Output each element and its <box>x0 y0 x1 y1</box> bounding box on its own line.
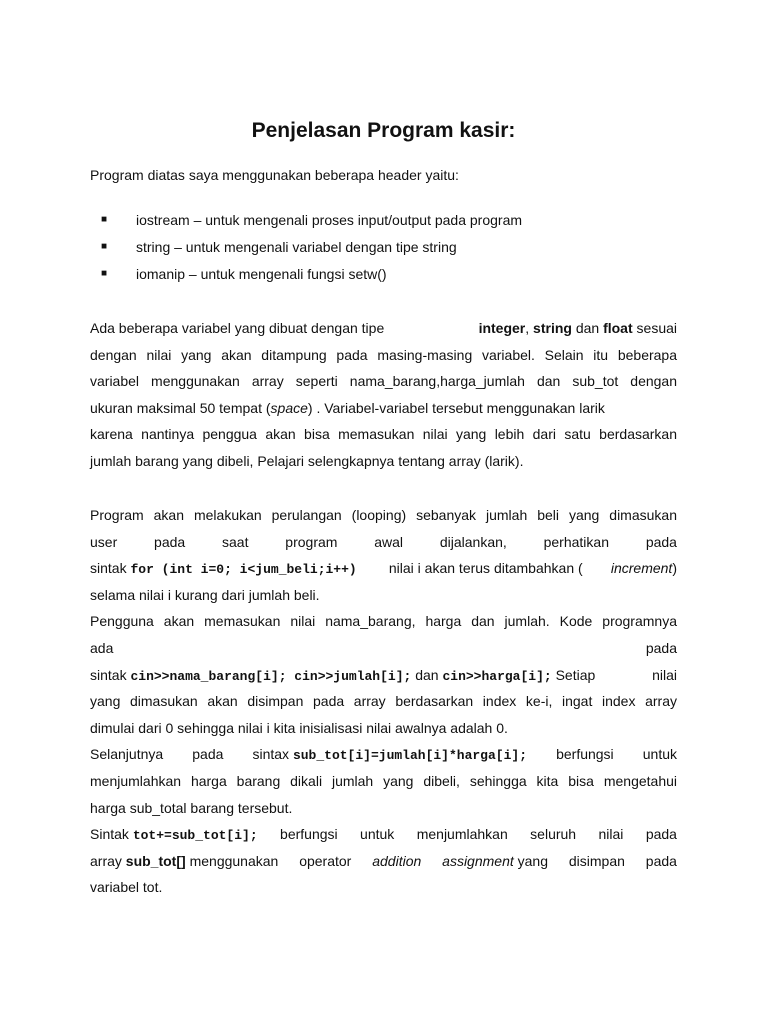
text-line: sintak cin>>nama_barang[i]; cin>>jumlah[i]; dan cin>>harga[i]; Setiap nilai <box>90 666 677 684</box>
text-line: dengan nilai yang akan ditampung pada masing-masing variabel. Selain itu beberapa <box>90 346 677 363</box>
text-line: ukuran maksimal 50 tempat (space) . Variabel-variabel tersebut menggunakan larik <box>90 399 605 416</box>
bullet-icon: ■ <box>101 214 108 225</box>
paragraph-looping <box>90 502 677 901</box>
text-line: menjumlahkan harga barang dikali jumlah yang dibeli, sehingga kita bisa mengetahui <box>90 772 677 789</box>
text-line: variabel tot. <box>90 879 163 896</box>
text-line: dimulai dari 0 sehingga nilai i kita inisialisasi nilai awalnya adalah 0. <box>90 719 508 736</box>
code-snippet: cin>>harga[i]; <box>442 668 552 684</box>
code-snippet: sub_tot[i]=jumlah[i]*harga[i]; <box>292 748 527 764</box>
text-line: jumlah barang yang dibeli, Pelajari selengkapnya tentang array (larik). <box>90 452 524 469</box>
bullet-icon: ■ <box>101 268 108 279</box>
page-title: Penjelasan Program kasir: <box>251 119 516 142</box>
code-snippet: for (int i=0; i<jum_beli;i++) <box>130 562 357 578</box>
text-line: sintak for (int i=0; i<jum_beli;i++) nilai i akan terus ditambahkan ( increment) <box>90 560 677 578</box>
header-list <box>90 210 522 291</box>
text-line: Program akan melakukan perulangan (looping) sebanyak jumlah beli yang dimasukan <box>90 507 677 523</box>
intro-text: Program diatas saya menggunakan beberapa header yaitu: <box>90 167 459 183</box>
text-line: selama nilai i kurang dari jumlah beli. <box>90 586 320 603</box>
text-line: array sub_tot[] menggunakan operator addition assignment yang disimpan pada <box>90 852 677 869</box>
bullet-icon: ■ <box>101 241 108 252</box>
text-line: Pengguna akan memasukan nilai nama_barang, harga dan jumlah. Kode programnya <box>90 613 677 630</box>
text-line: yang dimasukan akan disimpan pada array berdasarkan index ke-i, ingat index array <box>90 693 677 710</box>
text-line: karena nantinya penggua akan bisa memasukan nilai yang lebih dari satu berdasarkan <box>90 426 677 443</box>
text-line: Sintak tot+=sub_tot[i]; berfungsi untuk menjumlahkan seluruh nilai pada <box>90 826 677 844</box>
list-item: ■ string – untuk mengenali variabel dengan tipe string <box>101 239 457 255</box>
text-line: Ada beberapa variabel yang dibuat dengan tipe integer, string dan float sesuai <box>90 320 677 336</box>
text-line: harga sub_total barang tersebut. <box>90 799 293 816</box>
text-line: Selanjutnya pada sintax sub_tot[i]=jumlah[i]*harga[i]; berfungsi untuk <box>90 746 677 764</box>
code-snippet: tot+=sub_tot[i]; <box>132 828 258 844</box>
list-item: ■ iomanip – untuk mengenali fungsi setw() <box>101 266 387 282</box>
list-item: ■ iostream – untuk mengenali proses input/output pada program <box>101 212 523 228</box>
code-snippet: cin>>nama_barang[i]; cin>>jumlah[i]; <box>130 668 412 684</box>
text-line: variabel menggunakan array seperti nama_barang,harga_jumlah dan sub_tot dengan <box>90 373 677 390</box>
paragraph-variables <box>90 315 677 475</box>
text-line: ada pada <box>90 639 677 656</box>
text-line: user pada saat program awal dijalankan, perhatikan pada <box>90 533 677 550</box>
